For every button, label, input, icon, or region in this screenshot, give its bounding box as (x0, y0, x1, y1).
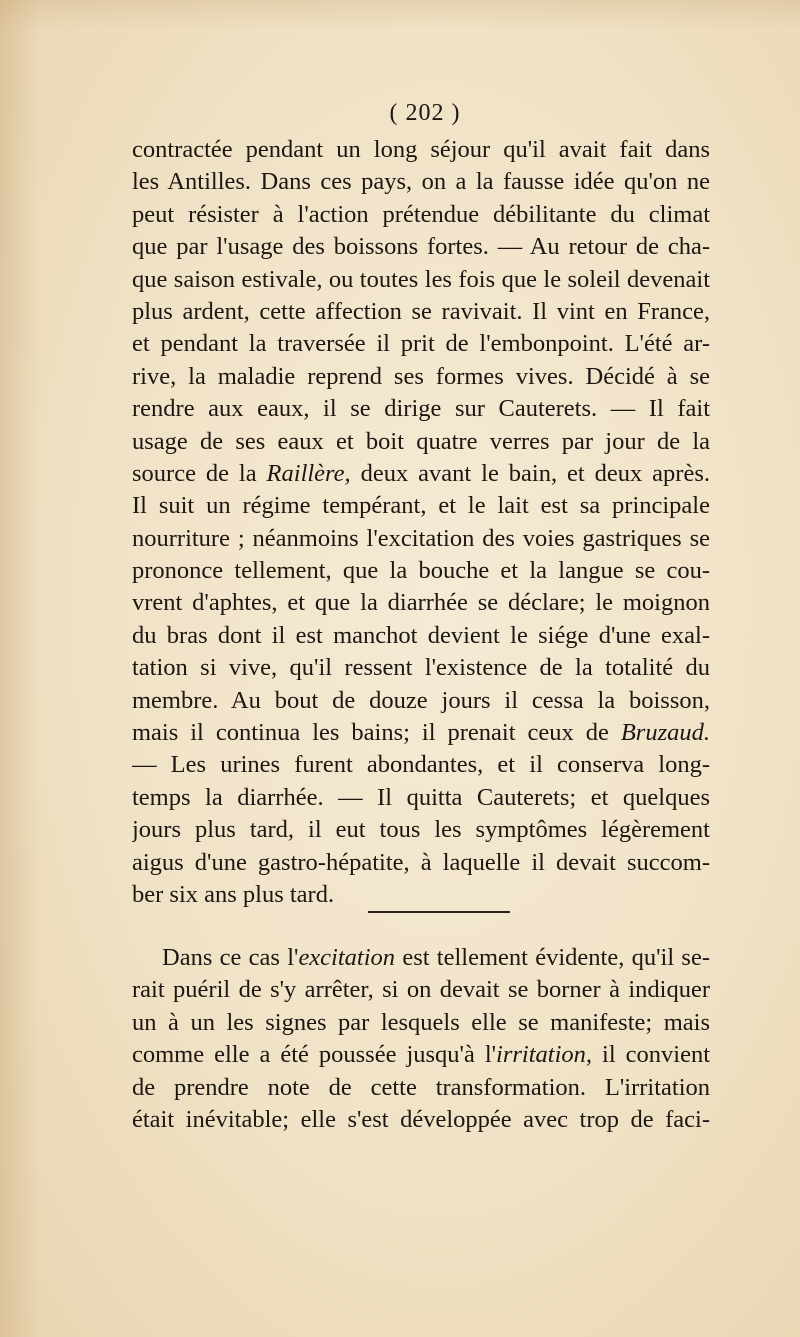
paragraph-2 (132, 942, 710, 1136)
spring-name-bruzaud: Bruzaud. (620, 719, 710, 747)
text-line: peut résister à l'action prétendue débilitante du climat (132, 200, 710, 228)
text-line: que par l'usage des boissons fortes. — Au retour de cha- (132, 233, 710, 261)
text-line: que saison estivale, ou toutes les fois que le soleil devenait (132, 265, 710, 293)
text-line: de prendre note de cette transformation. L'irritation (132, 1073, 710, 1101)
text-segment: Dans ce cas l' (162, 944, 299, 971)
text-line: jours plus tard, il eut tous les symptômes légèrement (132, 816, 710, 844)
text-line: rendre aux eaux, il se dirige sur Cauterets. — Il fait (132, 395, 710, 423)
text-line: temps la diarrhée. — Il quitta Cauterets; et quelques (132, 783, 710, 811)
text-line: un à un les signes par lesquels elle se manifeste; mais (132, 1008, 710, 1036)
text-segment: comme elle a été poussée jusqu'à l' (132, 1041, 497, 1069)
text-segment: deux avant le bain, et deux après. (350, 459, 710, 487)
text-segment: mais il continua les bains; il prenait ceux de (132, 719, 621, 747)
text-line: les Antilles. Dans ces pays, on a la fausse idée qu'on ne (132, 168, 710, 196)
page-top-shadow (0, 0, 800, 30)
section-separator-rule (368, 911, 510, 913)
text-line: tation si vive, qu'il ressent l'existence de la totalité du (132, 654, 710, 682)
text-line: Il suit un régime tempérant, et le lait est sa principale (132, 492, 710, 520)
text-line: était inévitable; elle s'est développée avec trop de faci- (132, 1105, 710, 1133)
term-irritation: irritation, (496, 1041, 593, 1069)
text-segment: est tellement évidente, qu'il se- (395, 944, 710, 971)
text-line: du bras dont il est manchot devient le siége d'une exal- (132, 621, 710, 649)
text-line: rive, la maladie reprend ses formes vives. Décidé à se (132, 362, 710, 390)
text-line: contractée pendant un long séjour qu'il avait fait dans (132, 136, 710, 163)
text-line: — Les urines furent abondantes, et il conserva long- (132, 751, 710, 779)
page-number: ( 202 ) (389, 100, 461, 126)
text-segment: il convient (592, 1041, 710, 1069)
text-line: et pendant la traversée il prit de l'embonpoint. L'été ar- (132, 330, 710, 358)
text-line (132, 717, 710, 749)
text-line: membre. Au bout de douze jours il cessa la boisson, (132, 686, 710, 714)
term-excitation: excitation (298, 944, 396, 971)
text-line: usage de ses eaux et boit quatre verres par jour de la (132, 427, 710, 455)
text-line (132, 458, 710, 490)
paragraph-1 (132, 134, 710, 911)
page-edge-shadow (0, 0, 40, 1337)
spring-name-raillere: Raillère, (266, 459, 351, 487)
text-line: rait puéril de s'y arrêter, si on devait se borner à indiquer (132, 976, 710, 1004)
text-line: prononce tellement, que la bouche et la langue se cou- (132, 557, 710, 585)
text-line: aigus d'une gastro-hépatite, à laquelle il devait succom- (132, 848, 710, 876)
text-line: plus ardent, cette affection se ravivait. Il vint en France, (132, 297, 710, 325)
text-line (132, 942, 710, 974)
text-segment: source de la (132, 459, 267, 487)
text-line: vrent d'aphtes, et que la diarrhée se déclare; le moignon (132, 589, 710, 617)
text-line (132, 1039, 710, 1071)
text-line-last: ber six ans plus tard. (132, 880, 335, 908)
text-line: nourriture ; néanmoins l'excitation des voies gastriques se (132, 524, 710, 552)
